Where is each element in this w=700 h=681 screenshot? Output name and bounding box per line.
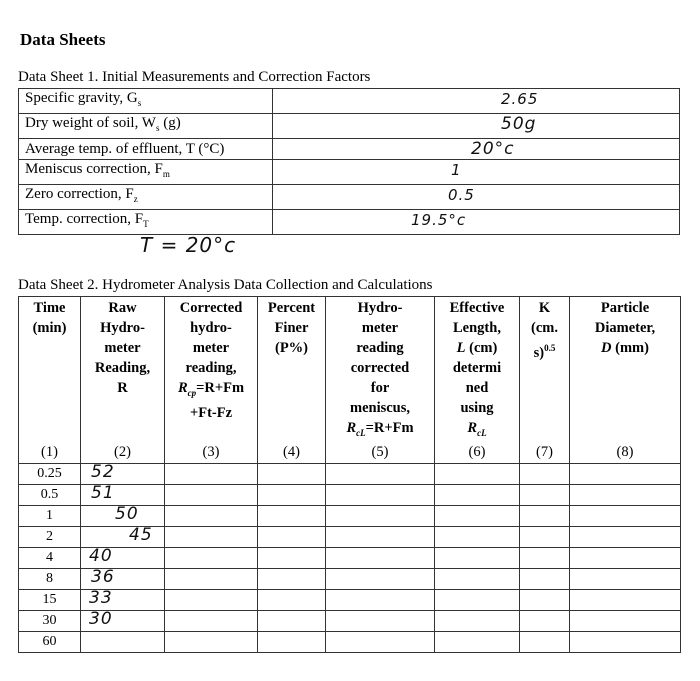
column-number-row (19, 443, 681, 464)
zero-correction-value: 0.5 (273, 185, 680, 210)
sheet2-table (18, 296, 681, 653)
empty-cell (258, 505, 326, 526)
empty-cell (520, 463, 570, 484)
empty-cell (570, 526, 681, 547)
empty-cell (570, 631, 681, 652)
empty-cell (520, 526, 570, 547)
table-row (19, 114, 680, 139)
empty-cell (326, 589, 435, 610)
col-header-meniscus-reading: Hydro- meter reading corrected for meniscus, $R_{cL}=R+Fm$ (326, 297, 435, 443)
col-header-effective-length: Effective Length, L (cm) determi ned using $R_{cL}$ (435, 297, 520, 443)
time-cell: 1 (19, 505, 81, 526)
avg-temp-label: Average temp. of effluent, T (°C) (19, 139, 273, 160)
dry-weight-label: Dry weight of soil, $W_s$ (g) (19, 114, 273, 139)
empty-cell (165, 547, 258, 568)
empty-cell (326, 568, 435, 589)
table-row (19, 463, 681, 484)
raw-reading-cell: 50 (81, 505, 165, 526)
empty-cell (165, 484, 258, 505)
meniscus-correction-value: 1 (273, 160, 680, 185)
raw-reading-cell: 33 (81, 589, 165, 610)
table-row (19, 568, 681, 589)
empty-cell (570, 589, 681, 610)
raw-reading-cell: 30 (81, 610, 165, 631)
empty-cell (435, 505, 520, 526)
empty-cell (165, 568, 258, 589)
empty-cell (520, 589, 570, 610)
table-row (19, 631, 681, 652)
empty-cell (258, 610, 326, 631)
col-number: (3) (165, 443, 258, 464)
temp-correction-value: 19.5°c (273, 210, 680, 235)
raw-reading-cell: 51 (81, 484, 165, 505)
time-cell: 0.25 (19, 463, 81, 484)
empty-cell (258, 589, 326, 610)
col-header-percent-finer: Percent Finer (P%) (258, 297, 326, 443)
table-row (19, 185, 680, 210)
col-number: (2) (81, 443, 165, 464)
specific-gravity-label: Specific gravity, $G_s$ (19, 89, 273, 114)
time-cell: 4 (19, 547, 81, 568)
empty-cell (435, 547, 520, 568)
specific-gravity-value: 2.65 (273, 89, 680, 114)
empty-cell (258, 526, 326, 547)
table-row (19, 160, 680, 185)
sheet2-caption: Data Sheet 2. Hydrometer Analysis Data Collection and Calculations (18, 277, 433, 293)
empty-cell (326, 526, 435, 547)
col-number: (1) (19, 443, 81, 464)
empty-cell (570, 568, 681, 589)
raw-reading-cell: 52 (81, 463, 165, 484)
col-number: (7) (520, 443, 570, 464)
col-header-time: Time (min) (19, 297, 81, 443)
empty-cell (258, 547, 326, 568)
raw-reading-cell (81, 631, 165, 652)
table-row (19, 547, 681, 568)
empty-cell (165, 610, 258, 631)
empty-cell (435, 526, 520, 547)
empty-cell (570, 610, 681, 631)
col-header-particle-diameter: Particle Diameter, D (mm) (570, 297, 681, 443)
time-cell: 2 (19, 526, 81, 547)
raw-reading-cell: 45 (81, 526, 165, 547)
empty-cell (570, 463, 681, 484)
empty-cell (435, 463, 520, 484)
empty-cell (520, 547, 570, 568)
col-number: (4) (258, 443, 326, 464)
empty-cell (165, 505, 258, 526)
time-cell: 30 (19, 610, 81, 631)
empty-cell (258, 484, 326, 505)
empty-cell (520, 631, 570, 652)
temp-correction-label: Temp. correction, $F_T$ (19, 210, 273, 235)
empty-cell (326, 610, 435, 631)
page-title: Data Sheets (20, 30, 106, 49)
raw-reading-cell: 40 (81, 547, 165, 568)
empty-cell (435, 631, 520, 652)
avg-temp-value: 20°c (273, 139, 680, 160)
col-header-corrected-reading: Corrected hydro- meter reading, $R_{cp}=R+Fm$ +Ft-Fz (165, 297, 258, 443)
empty-cell (435, 484, 520, 505)
empty-cell (165, 526, 258, 547)
table-row (19, 484, 681, 505)
time-cell: 60 (19, 631, 81, 652)
empty-cell (165, 463, 258, 484)
dry-weight-value: 50g (273, 114, 680, 139)
table-row (19, 589, 681, 610)
table-row (19, 505, 681, 526)
empty-cell (326, 547, 435, 568)
raw-reading-cell: 36 (81, 568, 165, 589)
empty-cell (520, 505, 570, 526)
col-header-raw-reading: Raw Hydro- meter Reading, R (81, 297, 165, 443)
empty-cell (520, 568, 570, 589)
col-number: (5) (326, 443, 435, 464)
col-header-k: K (cm. s)$^{0.5}$ (520, 297, 570, 443)
empty-cell (326, 463, 435, 484)
empty-cell (570, 484, 681, 505)
time-cell: 0.5 (19, 484, 81, 505)
empty-cell (570, 505, 681, 526)
sheet1-table (18, 88, 680, 235)
table-row (19, 139, 680, 160)
empty-cell (258, 568, 326, 589)
empty-cell (435, 610, 520, 631)
col-number: (8) (570, 443, 681, 464)
empty-cell (326, 631, 435, 652)
temperature-note: T = 20°c (140, 233, 237, 257)
empty-cell (165, 589, 258, 610)
empty-cell (570, 547, 681, 568)
empty-cell (326, 484, 435, 505)
empty-cell (326, 505, 435, 526)
table-row (19, 89, 680, 114)
meniscus-correction-label: Meniscus correction, $F_m$ (19, 160, 273, 185)
col-number: (6) (435, 443, 520, 464)
empty-cell (165, 631, 258, 652)
table-row (19, 610, 681, 631)
time-cell: 15 (19, 589, 81, 610)
empty-cell (520, 610, 570, 631)
empty-cell (435, 589, 520, 610)
table-row (19, 526, 681, 547)
sheet1-caption: Data Sheet 1. Initial Measurements and Correction Factors (18, 69, 371, 85)
empty-cell (258, 631, 326, 652)
table-row (19, 210, 680, 235)
empty-cell (258, 463, 326, 484)
time-cell: 8 (19, 568, 81, 589)
empty-cell (435, 568, 520, 589)
zero-correction-label: Zero correction, $F_z$ (19, 185, 273, 210)
empty-cell (520, 484, 570, 505)
